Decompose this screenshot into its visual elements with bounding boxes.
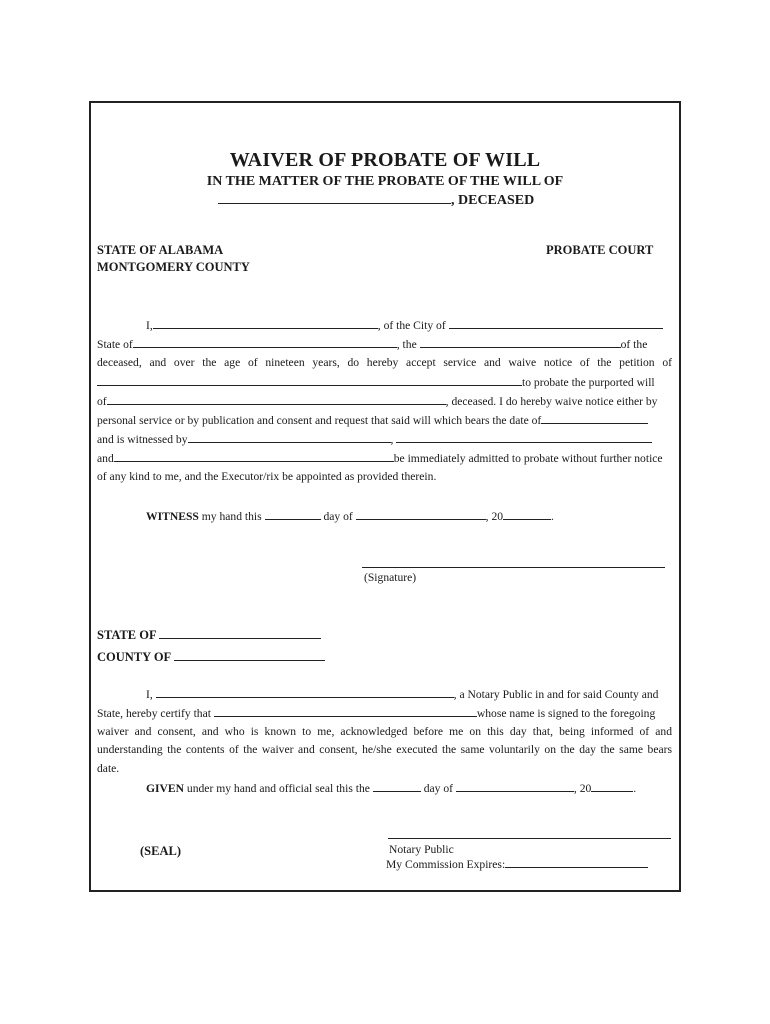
witness-3-field[interactable]	[114, 451, 394, 462]
waiver-line-9: of any kind to me, and the Executor/rix be appointed as provided therein.	[97, 470, 437, 483]
petitioner-field[interactable]	[97, 375, 522, 386]
will-date-field[interactable]	[541, 413, 648, 424]
document-border	[89, 101, 681, 892]
notary-public-label: Notary Public	[389, 843, 454, 856]
witness-year-field[interactable]	[503, 509, 551, 520]
testator-field[interactable]	[107, 394, 446, 405]
notary-state-field[interactable]	[159, 628, 321, 639]
waiver-line-3: deceased, and over the age of nineteen years, do hereby accept service and waive notice of the petition of	[97, 356, 672, 369]
signer-name-field[interactable]	[214, 706, 477, 717]
commission-expires-field[interactable]	[505, 857, 648, 868]
waiver-line-4: to probate the purported will	[97, 375, 655, 389]
state-heading: STATE OF ALABAMA	[97, 243, 224, 257]
notary-line-1: I, , a Notary Public in and for said County and	[146, 688, 659, 701]
given-month-field[interactable]	[456, 781, 574, 792]
document-subtitle: IN THE MATTER OF THE PROBATE OF THE WILL OF	[206, 174, 564, 189]
notary-county-line: COUNTY OF	[97, 650, 325, 665]
signature-label: (Signature)	[364, 571, 417, 584]
deceased-name-line: , DECEASED	[218, 193, 534, 209]
notary-state-line: STATE OF	[97, 628, 321, 643]
waiver-line-7: and is witnessed by ,	[97, 432, 652, 446]
given-line: GIVEN under my hand and official seal this the day of , 20 .	[146, 782, 637, 795]
witness-line: WITNESS my hand this day of , 20 .	[146, 510, 554, 523]
notary-signature-line[interactable]	[388, 838, 671, 839]
signature-line[interactable]	[362, 567, 665, 568]
waiver-line-5: of , deceased. I do hereby waive notice either by	[97, 395, 658, 408]
commission-line: My Commission Expires:	[386, 857, 648, 871]
given-year-field[interactable]	[591, 781, 633, 792]
seal-label: (SEAL)	[140, 844, 181, 858]
county-heading: MONTGOMERY COUNTY	[97, 260, 250, 274]
notary-line-2: State, hereby certify that whose name is signed to the foregoing	[97, 707, 656, 720]
waiver-line-8: and be immediately admitted to probate without further notice	[97, 452, 663, 465]
court-heading: PROBATE COURT	[546, 243, 654, 257]
waiver-name-field[interactable]	[153, 318, 378, 329]
notary-line-3: waiver and consent, and who is known to me, acknowledged before me on this day that, being informed of and	[97, 725, 672, 738]
notary-name-field[interactable]	[156, 687, 454, 698]
witness-1-field[interactable]	[188, 432, 391, 443]
witness-month-field[interactable]	[356, 509, 486, 520]
document-title: WAIVER OF PROBATE OF WILL	[229, 149, 541, 171]
waiver-line-1: I, , of the City of	[146, 318, 663, 332]
deceased-name-field[interactable]	[218, 193, 451, 204]
notary-county-field[interactable]	[174, 650, 325, 661]
given-day-field[interactable]	[373, 781, 421, 792]
witness-day-field[interactable]	[265, 509, 321, 520]
witness-2-field[interactable]	[396, 432, 652, 443]
waiver-line-6: personal service or by publication and consent and request that said will which bears the date of	[97, 413, 648, 427]
waiver-line-2: State of , the of the	[97, 338, 648, 351]
state-field[interactable]	[133, 337, 397, 348]
notary-line-5: date.	[97, 762, 120, 775]
city-field[interactable]	[449, 318, 663, 329]
relationship-field[interactable]	[420, 337, 621, 348]
notary-line-4: understanding the contents of the waiver and consent, he/she executed the same voluntarily on the day the same bears	[97, 743, 672, 756]
